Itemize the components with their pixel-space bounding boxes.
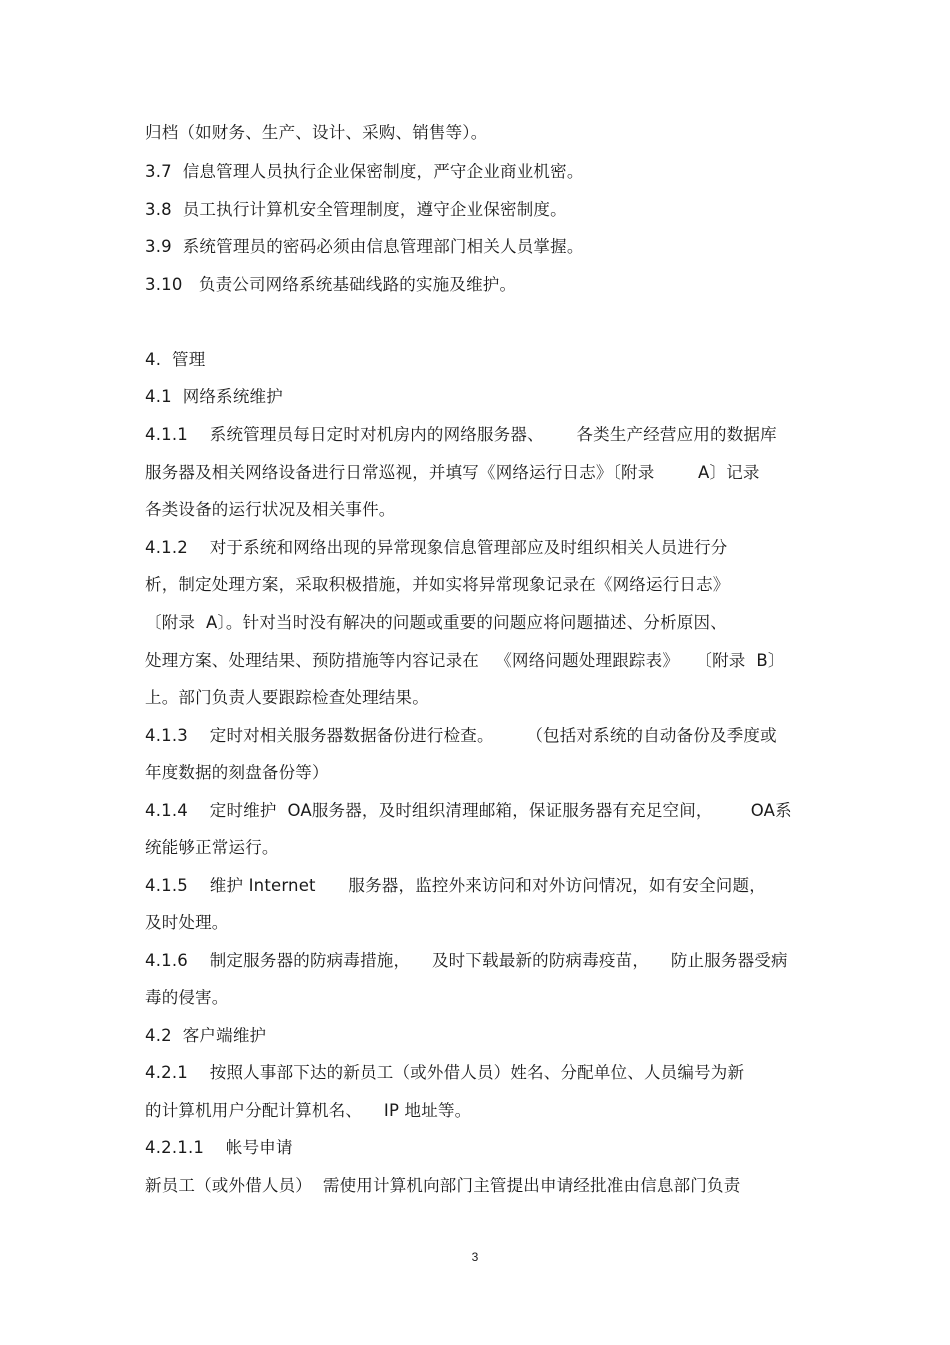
text-line: 析，制定处理方案，采取积极措施，并如实将异常现象记录在《网络运行日志》 <box>145 575 730 594</box>
text-line: 年度数据的刻盘备份等） <box>145 763 329 782</box>
text-line: 4.2.1 按照人事部下达的新员工（或外借人员）姓名、分配单位、人员编号为新 <box>145 1063 745 1082</box>
page-number: 3 <box>471 1250 479 1264</box>
text-line: 3.9 系统管理员的密码必须由信息管理部门相关人员掌握。 <box>145 237 584 256</box>
text-line: 各类设备的运行状况及相关事件。 <box>145 500 396 519</box>
subsection-heading: 4.2.1.1 帐号申请 <box>145 1138 293 1157</box>
text-line: 毒的侵害。 <box>145 988 229 1007</box>
text-line: 的计算机用户分配计算机名、 IP 地址等。 <box>145 1101 472 1120</box>
subsection-heading: 4.1 网络系统维护 <box>145 387 283 406</box>
text-line: 4.1.5 维护 Internet 服务器，监控外来访问和对外访问情况，如有安全问题， <box>145 876 766 895</box>
text-line: 3.8 员工执行计算机安全管理制度，遵守企业保密制度。 <box>145 200 567 219</box>
subsection-heading: 4.2 客户端维护 <box>145 1026 267 1045</box>
text-line: 新员工（或外借人员） 需使用计算机向部门主管提出申请经批准由信息部门负责 <box>145 1176 741 1195</box>
text-line: 4.1.4 定时维护 OA服务器，及时组织清理邮箱，保证服务器有充足空间， OA系 <box>145 801 792 820</box>
text-line: 4.1.6 制定服务器的防病毒措施， 及时下载最新的防病毒疫苗， 防止服务器受病 <box>145 951 788 970</box>
text-line: 及时处理。 <box>145 913 229 932</box>
text-line: 〔附录 A〕。针对当时没有解决的问题或重要的问题应将问题描述、分析原因、 <box>145 613 727 632</box>
section-heading: 4. 管理 <box>145 350 206 369</box>
text-line: 统能够正常运行。 <box>145 838 279 857</box>
text-line: 4.1.1 系统管理员每日定时对机房内的网络服务器、 各类生产经营应用的数据库 <box>145 425 777 444</box>
text-line: 4.1.2 对于系统和网络出现的异常现象信息管理部应及时组织相关人员进行分 <box>145 538 728 557</box>
text-line: 服务器及相关网络设备进行日常巡视，并填写《网络运行日志》〔附录 A〕记录 <box>145 463 760 482</box>
text-line: 处理方案、处理结果、预防措施等内容记录在 《网络问题处理跟踪表》 〔附录 B〕 <box>145 651 785 670</box>
text-line: 3.10 负责公司网络系统基础线路的实施及维护。 <box>145 275 517 294</box>
text-line: 4.1.3 定时对相关服务器数据备份进行检查。 （包括对系统的自动备份及季度或 <box>145 726 777 745</box>
text-line: 3.7 信息管理人员执行企业保密制度，严守企业商业机密。 <box>145 162 584 181</box>
text-line: 归档（如财务、生产、设计、采购、销售等）。 <box>145 123 488 142</box>
text-line: 上。部门负责人要跟踪检查处理结果。 <box>145 688 429 707</box>
